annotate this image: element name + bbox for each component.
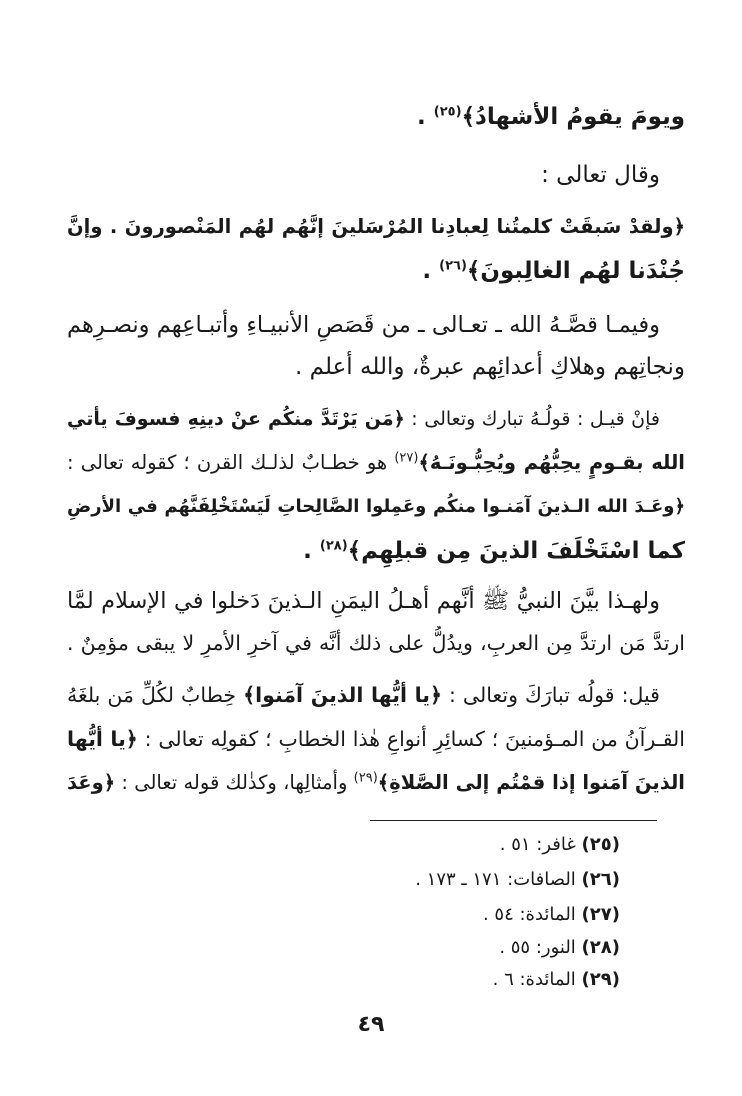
- footnote-number: (٢٦): [581, 869, 620, 890]
- footnote-ref: (٢٦): [439, 258, 467, 274]
- text-line: [67, 158, 660, 192]
- paragraph-text: قيل: قولُه تبارَكَ وتعالى :: [442, 683, 660, 707]
- quran-verse: ﴿وعَـدَ الله الـذينَ آمَنـوا منكُم وعَمِلوا الصَّالِحاتِ لَيَسْتَخْلِفَنَّهُم في الأرضِ: [67, 496, 685, 517]
- quran-verse: ﴿وعَدَ: [67, 771, 116, 794]
- quran-verse: ﴿يا أيُّها: [67, 727, 138, 751]
- footnote-number: (٢٧): [581, 904, 620, 925]
- quran-verse: كما اسْتَخْلَفَ الذينَ مِن قبلِهِم﴾: [347, 538, 685, 564]
- quran-verse: ﴿ولقدْ سَبقَتْ كلمتُنا لِعبادِنا المُرْسَلينَ إنَّهُم لهُم المَنْصورونَ . وإنَّ: [67, 215, 685, 238]
- paragraph-text: خِطابٌ لكُلِّ مَن بلغَهُ: [67, 683, 244, 707]
- footnote-ref: (٢٩): [353, 770, 378, 786]
- paragraph-text: وفيمـا قصَّـهُ الله ـ تعـالى ـ من قَصَصِ الأنبيـاءِ وأتبـاعِهم ونصـرِهم: [67, 312, 660, 338]
- text-line: [67, 402, 660, 436]
- quran-verse: ويومَ يقومُ الأشهادُ﴾: [461, 104, 685, 130]
- text-line: [67, 100, 685, 134]
- text-line: [67, 490, 685, 524]
- footnote-text: الصافات: ١٧١ ـ ١٧٣ .: [415, 869, 576, 890]
- paragraph-text: ولهـذا بيَّنَ النبيُّ ﷺ أنَّهم أهـلُ اليمَنِ الـذينَ دَخلوا في الإسلام لمَّا: [67, 588, 660, 614]
- footnote-ref: (٢٧): [394, 450, 419, 466]
- footnote: [483, 902, 620, 928]
- footnote-ref: (٢٨): [319, 538, 348, 554]
- text-line: [67, 584, 660, 618]
- footnote-divider: [370, 820, 657, 821]
- quran-verse: ﴿يا أيُّها الذينَ آمَنوا﴾: [243, 683, 443, 707]
- footnote-number: (٢٥): [581, 834, 620, 855]
- quran-verse: ﴿مَن يَرْتَدَّ منكُم عنْ دينِهِ فسوفَ يأتي: [67, 408, 405, 430]
- footnote-ref: (٢٥): [433, 104, 462, 120]
- footnote: [500, 832, 620, 858]
- punctuation: .: [417, 104, 426, 130]
- paragraph-text: ارتدَّ مَن ارتدَّ مِن العربِ، ويدُلُّ على ذلك أنَّه في آخرِ الأمرِ لا يبقى مؤمِنٌ .: [67, 631, 685, 655]
- quran-verse: جُنْدَنا لهُم الغالِبونَ﴾: [466, 258, 685, 284]
- text-line: [67, 210, 685, 244]
- paragraph-text: فإنْ قيـل : قولُـهُ تبارك وتعالى :: [404, 408, 660, 430]
- punctuation: .: [422, 258, 432, 284]
- text-line: [67, 534, 685, 568]
- paragraph-text: القـرآنُ من المـؤمنينَ ؛ كسائِرِ أنواعِ هٰذا الخطابِ ؛ كقولِه تعالى :: [137, 727, 685, 751]
- text-line: [67, 254, 685, 288]
- footnote-text: المائدة: ٥٤ .: [482, 904, 576, 925]
- paragraph-text: هو خطـابٌ لذلـك القرن ؛ كقوله تعالى :: [67, 451, 395, 474]
- footnote: [499, 935, 620, 961]
- footnote-number: (٢٩): [581, 969, 620, 990]
- footnote-number: (٢٨): [581, 937, 620, 958]
- quran-verse: الله بقـومٍ يحِبُّهُم ويُحِبُّـونَـهُ﴾: [418, 451, 685, 474]
- paragraph-text: وقال تعالى :: [541, 162, 660, 188]
- quran-verse: الذينَ آمَنوا إذا قمْتُم إلى الصَّلاةِ﴾: [377, 771, 685, 794]
- footnote-text: غافر: ٥١ .: [499, 834, 576, 855]
- text-line: [67, 446, 685, 480]
- text-line: [67, 678, 660, 712]
- paragraph-text: وأمثالِها، وكذٰلك قوله تعالى :: [115, 771, 354, 794]
- footnote-text: المائدة: ٦ .: [492, 969, 576, 990]
- footnote: [415, 867, 620, 893]
- paragraph-text: ونجاتِهم وهلاكِ أعدائِهم عبرةٌ، والله أعلم .: [295, 354, 685, 380]
- text-line: [67, 766, 685, 800]
- punctuation: .: [303, 538, 312, 564]
- text-line: [67, 626, 685, 660]
- footnote-text: النور: ٥٥ .: [499, 937, 576, 958]
- page-number: ٤٩: [357, 1012, 385, 1037]
- text-line: [67, 308, 660, 342]
- text-line: [67, 350, 685, 384]
- text-line: [67, 722, 685, 756]
- footnote: [493, 967, 620, 993]
